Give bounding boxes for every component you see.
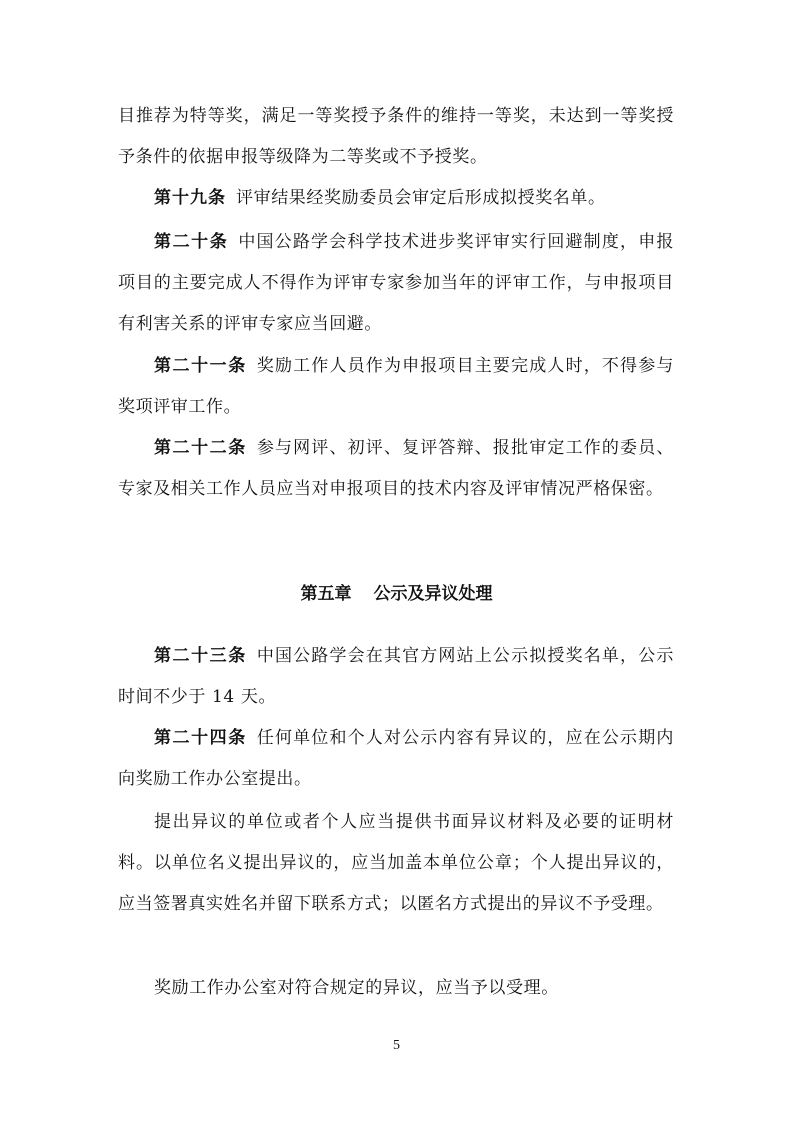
objection-requirements-paragraph: 提出异议的单位或者个人应当提供书面异议材料及必要的证明材料。以单位名义提出异议的，应当加盖本单位公章；个人提出异议的，应当签署真实姓名并留下联系方式；以匿名方式提出的异议不予受理。 [118, 812, 674, 914]
article-20-text: 中国公路学会科学技术进步奖评审实行回避制度，申报项目的主要完成人不得作为评审专家参加当年的评审工作，与申报项目有利害关系的评审专家应当回避。 [118, 232, 674, 334]
article-19-text: 评审结果经奖励委员会审定后形成拟授奖名单。 [236, 188, 606, 208]
article-23 [118, 636, 674, 718]
article-21-text: 奖励工作人员作为申报项目主要完成人时，不得参与奖项评审工作。 [118, 356, 674, 417]
article-19-label: 第十九条 [154, 188, 226, 208]
article-22-text: 参与网评、初评、复评答辩、报批审定工作的委员、专家及相关工作人员应当对申报项目的技术内容及评审情况严格保密。 [118, 438, 674, 499]
paragraph-continuation: 目推荐为特等奖，满足一等奖授予条件的维持一等奖，未达到一等奖授予条件的依据申报等级降为二等奖或不予授奖。 [118, 106, 674, 167]
article-19 [118, 178, 674, 219]
page-number: 5 [393, 1038, 400, 1053]
chapter-heading [0, 576, 793, 612]
article-21 [118, 346, 674, 428]
article-24-text: 任何单位和个人对公示内容有异议的，应在公示期内向奖励工作办公室提出。 [118, 728, 674, 789]
article-21-label: 第二十一条 [154, 356, 247, 376]
article-20-label: 第二十条 [154, 232, 229, 252]
chapter-number: 第五章 [300, 584, 352, 604]
article-20 [118, 222, 674, 345]
article-24 [118, 718, 674, 800]
acceptance-paragraph: 奖励工作办公室对符合规定的异议，应当予以受理。 [154, 978, 559, 998]
article-22 [118, 428, 674, 510]
article-23-text: 中国公路学会在其官方网站上公示拟授奖名单，公示时间不少于 14 天。 [118, 646, 674, 707]
article-24-label: 第二十四条 [154, 728, 247, 748]
article-23-label: 第二十三条 [154, 646, 247, 666]
article-22-label: 第二十二条 [154, 438, 247, 458]
chapter-title: 公示及异议处理 [373, 584, 493, 604]
